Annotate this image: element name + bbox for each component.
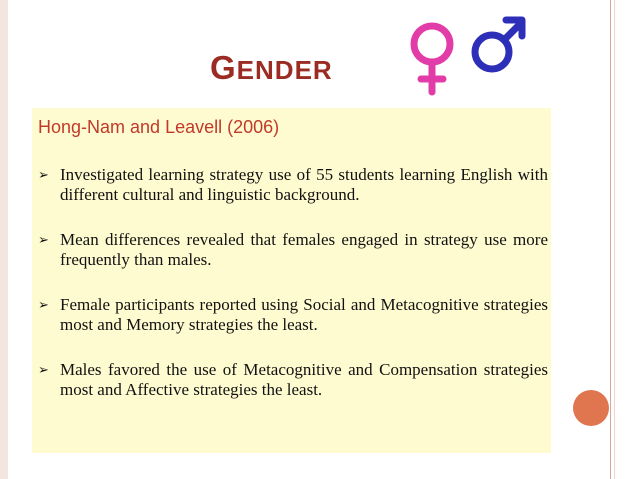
bullet-item <box>34 360 548 400</box>
left-border-band <box>0 0 8 479</box>
male-symbol-icon <box>475 20 522 69</box>
bullet-text: Female participants reported using Social and Metacognitive strategies most and Memory strategies the least. <box>60 295 548 334</box>
arrow-bullet-icon: ➢ <box>38 168 49 183</box>
bullet-item <box>34 165 548 205</box>
subheading: Hong-Nam and Leavell (2006) <box>38 117 280 137</box>
arrow-bullet-icon: ➢ <box>38 233 49 248</box>
bullet-text: Mean differences revealed that females engaged in strategy use more frequently than males. <box>60 230 548 269</box>
bullet-text: Males favored the use of Metacognitive and Compensation strategies most and Affective strategies the least. <box>60 360 548 399</box>
slide-title <box>210 49 333 87</box>
right-border-line-secondary <box>614 0 615 479</box>
bullet-item <box>34 230 548 270</box>
bullet-text: Investigated learning strategy use of 55 students learning English with different cultural and linguistic background. <box>60 165 548 204</box>
gender-symbols <box>410 12 540 98</box>
title-initial: G <box>210 49 237 86</box>
bullet-item <box>34 295 548 335</box>
decorative-circle <box>573 390 609 426</box>
arrow-bullet-icon: ➢ <box>38 363 49 378</box>
title-rest: ENDER <box>236 55 333 85</box>
bullet-list <box>34 165 548 425</box>
female-symbol-icon <box>414 26 450 92</box>
right-border-line <box>610 0 611 479</box>
arrow-bullet-icon: ➢ <box>38 298 49 313</box>
